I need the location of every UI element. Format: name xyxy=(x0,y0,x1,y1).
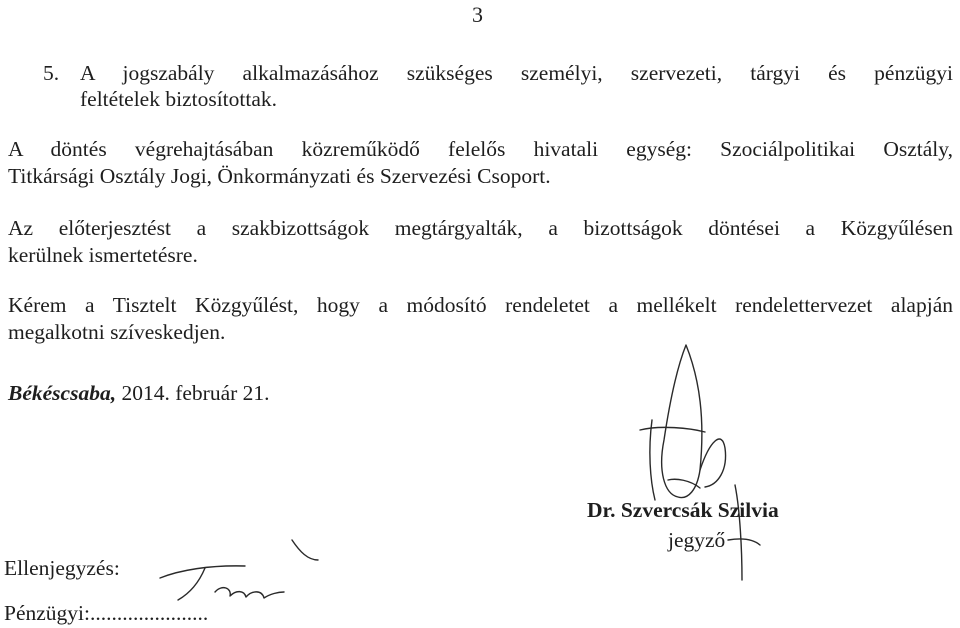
paragraph-3-line-1: Kérem a Tisztelt Közgyűlést, hogy a módosító rendeletet a mellékelt rendelettervezet alapján xyxy=(8,293,953,317)
signatory-name: Dr. Szvercsák Szilvia xyxy=(587,498,779,522)
paragraph-1-line-1: A döntés végrehajtásában közreműködő felelős hivatali egység: Szociálpolitikai Osztály, xyxy=(8,137,953,161)
page-number: 3 xyxy=(472,2,483,27)
paragraph-2-line-1: Az előterjesztést a szakbizottságok megtárgyalták, a bizottságok döntései a Közgyűlésen xyxy=(8,216,953,240)
date-line xyxy=(8,380,270,406)
countersign-label: Ellenjegyzés: xyxy=(4,556,120,580)
paragraph-3-line-2: megalkotni szíveskedjen. xyxy=(8,320,226,344)
signatory-title: jegyző xyxy=(668,528,726,552)
finance-label: Pénzügyi:...................... xyxy=(4,601,209,625)
item-5-line-2: feltételek biztosítottak. xyxy=(80,87,278,111)
date-place: Békéscsaba, xyxy=(8,381,117,405)
date-value: 2014. február 21. xyxy=(121,381,270,405)
item-5-line-1: A jogszabály alkalmazásához szükséges személyi, szervezeti, tárgyi és pénzügyi xyxy=(80,61,953,85)
paragraph-2-line-2: kerülnek ismertetésre. xyxy=(8,243,198,267)
paragraph-1-line-2: Titkársági Osztály Jogi, Önkormányzati és Szervezési Csoport. xyxy=(8,164,551,188)
item-5-number: 5. xyxy=(43,61,60,85)
